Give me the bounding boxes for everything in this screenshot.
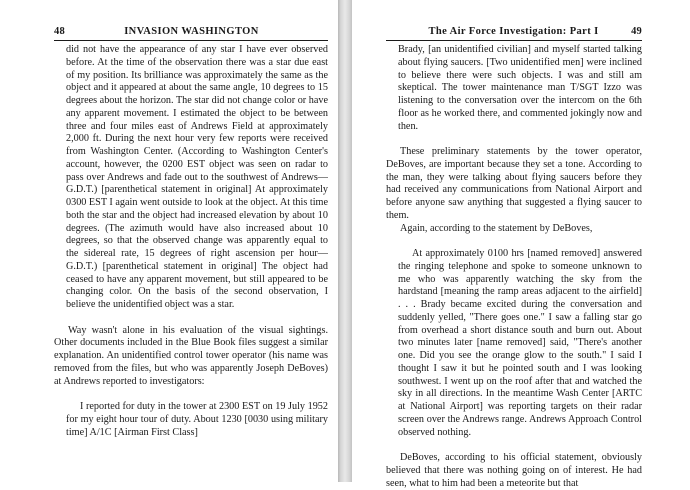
right-paragraph-3: DeBoves, according to his official statement, obviously believed that there was nothing going on of interest. He had seen, what to him had been a meteorite but that [386, 452, 642, 489]
book-gutter [338, 0, 352, 482]
left-paragraph-1: Way wasn't alone in his evaluation of the visual sightings. Other documents included in the Blue Book files suggest a similar explanation. An unidentified control tower operator (his name was removed from the files, but who was apparently Joseph DeBoves) at Andrews reported to investigators: [54, 324, 328, 387]
left-page [0, 0, 338, 482]
right-quote-continuation: Brady, [an unidentified civilian] and myself started talking about flying saucers. [Two unidentified men] were inclined to believe there were such objects. I was and still am skeptical. The tower maintenance man T/SGT Izzo was listening to the conversation over the intercom on the 6th floor as he worked there, and commented jokingly now and then. [398, 44, 642, 132]
left-quote-start: I reported for duty in the tower at 2300 EST on 19 July 1952 for my eight hour tour of duty. About 1230 [0030 using military time] A/1C [Airman First Class] [66, 401, 328, 438]
right-running-head [386, 26, 642, 41]
left-page-number: 48 [54, 26, 65, 37]
right-page [352, 0, 690, 489]
right-page-number: 49 [631, 26, 642, 37]
right-paragraph-2: Again, according to the statement by DeBoves, [400, 222, 593, 234]
left-running-head [54, 26, 328, 41]
right-page-body [386, 44, 642, 490]
right-quote-2: At approximately 0100 hrs [named removed] answered the ringing telephone and spoke to someone unknown to me who was apparently watching the sky from the hardstand [meaning the ramp areas adjacent to the airfield] . . . Brady became excited during the conversation and suddenly yelled, "There goes one." I saw a falling star go from overhead a short distance south and burn out. About two minutes later [name removed] said, "There's another one. Did you see the orange glow to the south." I said I thought I saw it but he pointed south and I was looking southwest. I went up on the roof after that and watched the sky in all directions. In the meantime Wash Center [ARTC at National Airport] was reporting targets on their radar screen over the Andrews range. Andrews Approach Control observed nothing. [398, 248, 642, 438]
left-quote-continuation: did not have the appearance of any star I have ever observed before. At the time of the observation there was a star due east of my position. Its brilliance was approximately the same as the object and it appeared at about the same angle, 10 degrees to 15 degrees about the horizon. The star did not change color or have any apparent movement. I estimated the object to be between three and four miles east of Andrews Field at approximately 2,000 ft. During the next hour very few reports were received from Washington Center. (According to Washington Center's account, however, the 0200 EST object was seen on radar to pass over Andrews and fade out to the southwest of Andrews—G.D.T.) [parenthetical statement in original] At approximately 0300 EST I again went outside to look at the object. At this time both the star and the object had increased elevation by about 10 degrees. (The azimuth would have also increased about 10 degrees, so that the observed change was apparently equal to the sidereal rate, 15 degrees of right ascension per hour—G.D.T.) [parenthetical statement in original] The object had ceased to have any apparent movement, but still appeared to be changing color. On the basis of the second observation, I believe the unidentified object was a star. [66, 44, 328, 310]
right-running-title: The Air Force Investigation: Part I [428, 26, 599, 37]
left-page-body [54, 44, 328, 439]
left-running-title: INVASION WASHINGTON [124, 26, 259, 37]
right-paragraph-1: These preliminary statements by the tower operator, DeBoves, are important because they set a tone. According to the man, they were talking about flying saucers before they had received any communications from National Airport and before anyone saw anything that suggested a flying saucer to them. [386, 146, 642, 221]
